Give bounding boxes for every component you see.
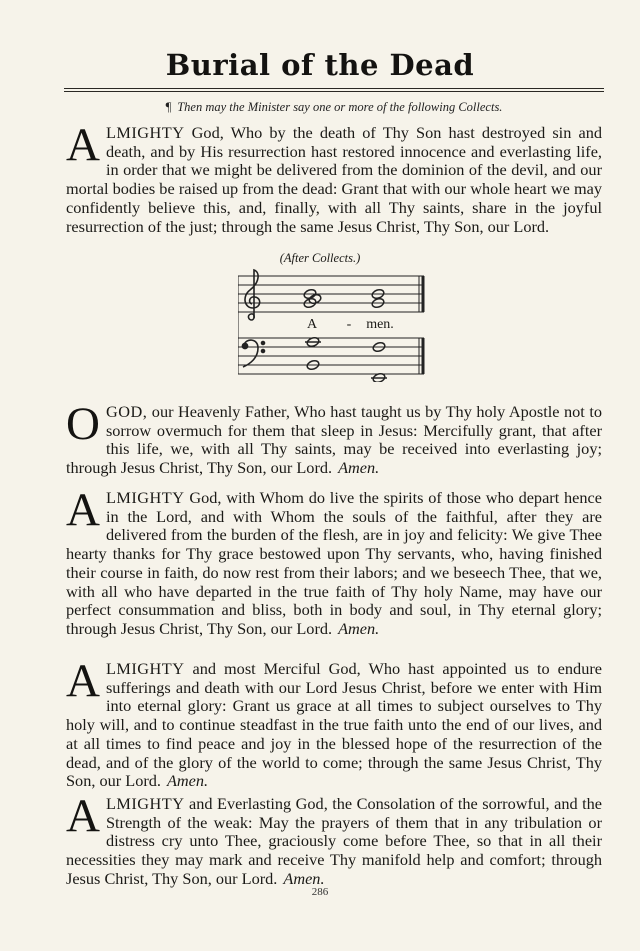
bass-staff-lines [238,338,424,374]
rubric-text: Then may the Minister say one or more of the following Collects. [177,100,503,114]
title-rule-top [64,88,604,89]
collect-1 [66,119,603,236]
treble-chord-2 [371,288,385,309]
collect-lead: LMIGHTY [105,123,185,142]
bass-chord-1 [305,336,321,371]
collect-5 [66,790,602,889]
collect-amen: Amen. [338,458,380,478]
collect-lead: LMIGHTY [105,659,185,678]
drop-cap: A [66,790,100,842]
collect-text: God, with Whom do live the spirits of those who depart hence in the Lord, and with Whom the souls of the faithful, after they are delivered from the burden of the flesh, are in joy and felicity: We give Thee hearty thanks for Thy grace bestowed upon Thy servants, who, having finished their course in faith, do now rest from their labors; and we beseech Thee, that we, with all who have departed in the true faith of Thy holy Name, may have our perfect consummation and bliss, both in body and soul, in Thy eternal glory; through Jesus Christ, Thy Son, our Lord. [66,488,602,638]
treble-chord-1 [303,288,322,309]
bass-clef-icon [242,340,264,367]
drop-cap: O [66,398,100,450]
collect-text: our Heavenly Father, Who hast taught us by Thy holy Apostle not to sorrow overmuch for them that sleep in Jesus: Mercifully grant, that after this life, we, with all Thy saints, may be received into everlasting joy; through Jesus Christ, Thy Son, our Lord. [66,402,602,478]
collect-lead: GOD, [105,402,148,421]
collect-3 [66,484,602,639]
pilcrow-mark: ¶ [165,100,172,114]
amen-music-staff [238,266,430,382]
drop-cap: A [66,484,100,536]
treble-staff-lines [238,276,424,312]
collect-2 [66,398,602,478]
drop-cap: A [66,655,100,707]
page-title: Burial of the Dead [165,48,475,82]
music-caption: (After Collects.) [279,251,361,265]
drop-cap: A [66,119,100,171]
title-rule-bottom [64,91,604,92]
collect-text: God, Who by the death of Thy Son hast destroyed sin and death, and by His resurrection hast restored innocence and everlasting life, in order that we might be delivered from the dominion of the devil, and our mortal bodies be raised up from the dead: Grant that with our whole heart we may confidently believe this, and, finally, with all Thy saints, share in the joyful resurrection of the just; through the same Jesus Christ, Thy Son, our Lord. [66,123,603,236]
lyric-a: A [306,317,318,332]
lyric-men: men. [366,317,394,332]
collect-amen: Amen. [166,771,209,791]
collect-amen: Amen. [283,868,325,888]
collect-text: and most Merciful God, Who hast appointed us to endure sufferings and death with our Lord Jesus Christ, before we enter with Him into eternal glory: Grant us grace at all times to subject ourselves to Thy holy will, and to continue steadfast in the true faith unto the end of our lives, and at all times to find peace and joy in the blessed hope of the resurrection of the dead, and of the glory of the world to come; through the same Jesus Christ, Thy Son, our Lord. [66,659,602,791]
page-number: 286 [311,886,329,898]
collect-lead: LMIGHTY [105,794,185,813]
lyric-dash: - [346,317,352,332]
collect-amen: Amen. [338,618,380,638]
rubric [64,100,604,115]
collect-4 [66,655,602,791]
collect-text: and Everlasting God, the Consolation of the sorrowful, and the Strength of the weak: May the prayers of them that in any tribulation or distress cry unto Thee, graciously come before Thee, so that in all their necessities they may mark and receive Thy manifold help and comfort; through Jesus Christ, Thy Son, our Lord. [66,794,602,888]
collect-lead: LMIGHTY [105,488,185,507]
